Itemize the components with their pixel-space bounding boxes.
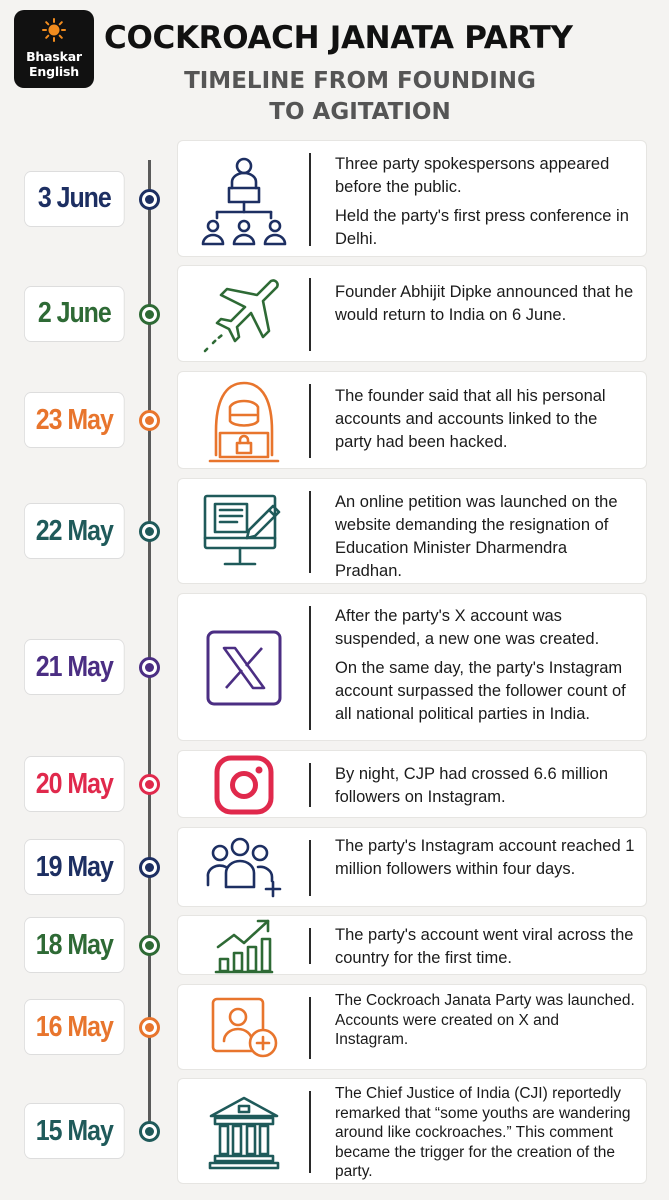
event-paragraph: An online petition was launched on the website demanding the resignation of Education Minister Dharmendra Pradhan. <box>335 493 618 580</box>
timeline-dot <box>139 657 160 678</box>
event-paragraph: Held the party's first press conference in Delhi. <box>335 207 629 248</box>
event-card <box>177 915 647 975</box>
page-title: COCKROACH JANATA PARTY <box>104 20 573 56</box>
event-card <box>177 593 647 741</box>
card-divider <box>309 840 311 896</box>
event-paragraph: The party's Instagram account reached 1 million followers within four days. <box>335 837 635 878</box>
date-badge: 16 May <box>24 999 125 1055</box>
event-paragraph: The Chief Justice of India (CJI) reportedly remarked that “some youths are wandering around like cockroaches.” This comment became the trigger for the creation of the party. <box>335 1085 631 1180</box>
timeline-dot <box>139 935 160 956</box>
card-divider <box>309 606 311 730</box>
followers-icon <box>198 828 290 908</box>
event-description <box>335 924 635 970</box>
event-paragraph: The party's account went viral across the country for the first time. <box>335 926 634 967</box>
event-card <box>177 371 647 469</box>
logo-text-line1: Bhaskar <box>26 49 82 64</box>
timeline-dot <box>139 857 160 878</box>
event-description <box>335 281 635 327</box>
timeline-dot <box>139 521 160 542</box>
event-description <box>335 385 635 454</box>
event-description <box>335 763 635 809</box>
event-description <box>335 605 635 726</box>
hacker-icon <box>198 372 290 470</box>
event-card <box>177 265 647 362</box>
event-card <box>177 1078 647 1184</box>
sun-logo-icon <box>42 18 66 42</box>
subtitle-line2: TO AGITATION <box>269 99 451 125</box>
card-divider <box>309 928 311 964</box>
timeline-dot <box>139 774 160 795</box>
event-description <box>335 491 635 583</box>
event-paragraph: On the same day, the party's Instagram account surpassed the follower count of all national political parties in India. <box>335 659 626 723</box>
date-badge: 15 May <box>24 1103 125 1159</box>
bhaskar-english-logo <box>14 10 94 88</box>
event-card <box>177 827 647 907</box>
date-badge: 21 May <box>24 639 125 695</box>
timeline-dot <box>139 1017 160 1038</box>
timeline-dot <box>139 410 160 431</box>
event-paragraph: By night, CJP had crossed 6.6 million followers on Instagram. <box>335 765 608 806</box>
timeline-dot <box>139 189 160 210</box>
subtitle-line1: TIMELINE FROM FOUNDING <box>184 68 536 94</box>
event-paragraph: Accounts were created on X and Instagram. <box>335 1011 560 1048</box>
event-card <box>177 478 647 584</box>
date-badge: 20 May <box>24 756 125 812</box>
instagram-icon <box>198 751 290 819</box>
trending-chart-icon <box>198 916 290 976</box>
card-divider <box>309 491 311 573</box>
press-conference-icon <box>198 141 290 258</box>
date-badge: 3 June <box>24 171 125 227</box>
event-paragraph: The founder said that all his personal accounts and accounts linked to the party had been hacked. <box>335 387 606 451</box>
add-account-icon <box>198 985 290 1071</box>
event-description <box>335 153 635 251</box>
court-building-icon <box>198 1079 290 1185</box>
logo-text-line2: English <box>29 64 79 79</box>
event-description <box>335 1084 635 1182</box>
event-paragraph: The Cockroach Janata Party was launched. <box>335 992 635 1009</box>
event-paragraph: Founder Abhijit Dipke announced that he would return to India on 6 June. <box>335 283 634 324</box>
x-logo-icon <box>198 594 290 742</box>
card-divider <box>309 1091 311 1173</box>
online-petition-icon <box>198 479 290 585</box>
event-card <box>177 750 647 818</box>
card-divider <box>309 278 311 351</box>
date-badge: 19 May <box>24 839 125 895</box>
date-badge: 22 May <box>24 503 125 559</box>
airplane-icon <box>198 266 290 363</box>
timeline-dot <box>139 304 160 325</box>
card-divider <box>309 763 311 807</box>
date-badge: 18 May <box>24 917 125 973</box>
page-subtitle <box>160 66 560 128</box>
card-divider <box>309 153 311 246</box>
card-divider <box>309 997 311 1059</box>
date-badge: 23 May <box>24 392 125 448</box>
event-paragraph: After the party's X account was suspended, a new one was created. <box>335 607 600 648</box>
event-description <box>335 835 635 881</box>
date-badge: 2 June <box>24 286 125 342</box>
event-paragraph: Three party spokespersons appeared before the public. <box>335 155 610 196</box>
card-divider <box>309 384 311 458</box>
timeline-dot <box>139 1121 160 1142</box>
event-card <box>177 984 647 1070</box>
event-description <box>335 991 635 1050</box>
event-card <box>177 140 647 257</box>
